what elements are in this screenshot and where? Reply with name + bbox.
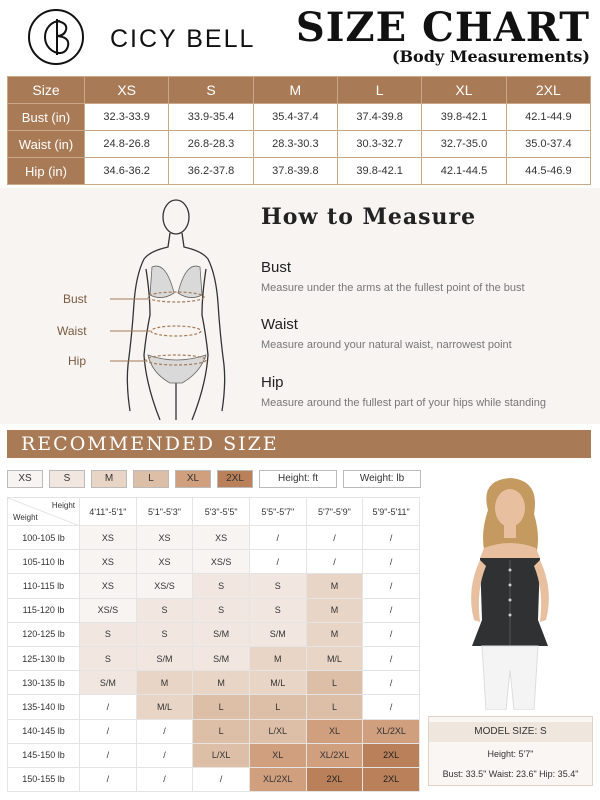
table-cell: 35.4-37.4 [253, 104, 337, 131]
table-cell: 34.6-36.2 [85, 158, 169, 185]
size-cell: 2XL [363, 743, 420, 767]
legend-chip-m: M [91, 470, 127, 488]
table-cell: 32.7-35.0 [422, 131, 506, 158]
table-cell: 37.4-39.8 [337, 104, 421, 131]
size-cell: L/XL [249, 719, 306, 743]
height-header-cell: 4'11"-5'1" [80, 498, 137, 526]
size-cell: M [306, 598, 363, 622]
table-row [8, 719, 420, 743]
size-cell: / [249, 526, 306, 550]
header-cell: L [337, 77, 421, 104]
size-cell: L [306, 671, 363, 695]
size-cell: S [136, 622, 193, 646]
size-cell: S/M [193, 622, 250, 646]
size-cell: XL/2XL [249, 767, 306, 791]
size-cell: S/M [80, 671, 137, 695]
size-cell: / [136, 743, 193, 767]
size-cell: XS [193, 526, 250, 550]
table-row [8, 695, 420, 719]
table-row [8, 574, 420, 598]
figure-label-hip: Hip [68, 354, 87, 368]
size-cell: M/L [306, 646, 363, 670]
header-cell: S [169, 77, 253, 104]
legend-chip-2xl: 2XL [217, 470, 253, 488]
how-to-measure-title: How to Measure [261, 204, 477, 230]
figure-label-bust: Bust [63, 292, 88, 306]
table-cell: 39.8-42.1 [337, 158, 421, 185]
size-cell: S [249, 598, 306, 622]
size-cell: / [363, 671, 420, 695]
size-cell: / [363, 526, 420, 550]
measure-desc-hip: Measure around the fullest part of your hips while standing [261, 397, 546, 409]
size-cell: XS [80, 574, 137, 598]
table-cell: 33.9-35.4 [169, 104, 253, 131]
size-cell: S [80, 622, 137, 646]
size-cell: M/L [136, 695, 193, 719]
size-cell: 2XL [363, 767, 420, 791]
legend-chip-l: L [133, 470, 169, 488]
size-cell: L [306, 695, 363, 719]
size-cell: M [136, 671, 193, 695]
size-cell: XS [80, 526, 137, 550]
page-subtitle: (Body Measurements) [391, 47, 590, 66]
weight-label: 120-125 lb [8, 622, 80, 646]
height-header-cell: 5'1"-5'3" [136, 498, 193, 526]
row-label: Bust (in) [8, 104, 85, 131]
measure-desc-bust: Measure under the arms at the fullest point of the bust [261, 282, 525, 294]
height-header-row [8, 498, 420, 526]
size-cell: / [363, 622, 420, 646]
model-height: Height: 5'7" [487, 749, 534, 759]
size-cell: S/M [249, 622, 306, 646]
size-cell: / [80, 743, 137, 767]
size-cell: / [136, 767, 193, 791]
size-cell: XL/2XL [363, 719, 420, 743]
logo-mark-icon [30, 11, 82, 63]
table-header-row [8, 77, 591, 104]
height-header-cell: 5'5"-5'7" [249, 498, 306, 526]
size-cell: 2XL [306, 767, 363, 791]
table-row [8, 622, 420, 646]
size-cell: XS [80, 550, 137, 574]
size-cell: XL/2XL [306, 743, 363, 767]
table-cell: 26.8-28.3 [169, 131, 253, 158]
legend-weight-unit: Weight: lb [343, 470, 421, 488]
table-row [8, 598, 420, 622]
size-cell: M [249, 646, 306, 670]
table-cell: 28.3-30.3 [253, 131, 337, 158]
height-header-cell: 5'7"-5'9" [306, 498, 363, 526]
table-row [8, 104, 591, 131]
size-cell: M/L [249, 671, 306, 695]
size-cell: / [80, 767, 137, 791]
weight-label: 105-110 lb [8, 550, 80, 574]
row-label: Waist (in) [8, 131, 85, 158]
size-cell: M [193, 671, 250, 695]
weight-label: 100-105 lb [8, 526, 80, 550]
size-cell: L/XL [193, 743, 250, 767]
size-cell: S [193, 598, 250, 622]
table-row [8, 158, 591, 185]
size-cell: S/M [136, 646, 193, 670]
table-row [8, 550, 420, 574]
table-cell: 39.8-42.1 [422, 104, 506, 131]
size-cell: / [363, 695, 420, 719]
measure-desc-waist: Measure around your natural waist, narrowest point [261, 339, 512, 351]
figure-label-waist: Waist [57, 324, 87, 338]
table-cell: 30.3-32.7 [337, 131, 421, 158]
size-cell: XS [136, 550, 193, 574]
legend-chip-xl: XL [175, 470, 211, 488]
recommended-size-table [7, 497, 420, 792]
size-cell: L [193, 719, 250, 743]
header-cell: XL [422, 77, 506, 104]
table-row [8, 743, 420, 767]
size-cell: / [363, 646, 420, 670]
table-row [8, 646, 420, 670]
weight-label: 125-130 lb [8, 646, 80, 670]
size-cell: / [306, 550, 363, 574]
size-cell: / [363, 598, 420, 622]
legend-chip-xs: XS [7, 470, 43, 488]
size-cell: / [363, 574, 420, 598]
weight-label: 140-145 lb [8, 719, 80, 743]
table-cell: 36.2-37.8 [169, 158, 253, 185]
header-cell: M [253, 77, 337, 104]
size-cell: XL [306, 719, 363, 743]
size-cell: S [249, 574, 306, 598]
size-cell: XS/S [136, 574, 193, 598]
size-cell: / [136, 719, 193, 743]
body-measurement-table [7, 76, 591, 185]
size-cell: M [306, 622, 363, 646]
size-cell: XS/S [80, 598, 137, 622]
model-measurements: Bust: 33.5" Waist: 23.6" Hip: 35.4" [442, 769, 579, 779]
weight-label: 145-150 lb [8, 743, 80, 767]
header-cell: Size [8, 77, 85, 104]
measure-head-hip: Hip [261, 374, 284, 391]
size-cell: / [249, 550, 306, 574]
height-header-cell: 5'3"-5'5" [193, 498, 250, 526]
height-header-cell: 5'9"-5'11" [363, 498, 420, 526]
size-cell: XL [249, 743, 306, 767]
weight-label: 110-115 lb [8, 574, 80, 598]
brand-logo [28, 9, 84, 65]
measure-head-bust: Bust [261, 259, 292, 276]
model-size: MODEL SIZE: S [429, 722, 592, 742]
brand-name: CICY BELL [110, 25, 256, 53]
size-cell: / [80, 695, 137, 719]
size-cell: L [193, 695, 250, 719]
model-photo [430, 470, 590, 710]
body-figure-illustration [110, 195, 250, 420]
table-cell: 44.5-46.9 [506, 158, 590, 185]
size-cell: XS [136, 526, 193, 550]
size-cell: S [193, 574, 250, 598]
table-row [8, 131, 591, 158]
legend-height-unit: Height: ft [259, 470, 337, 488]
measure-head-waist: Waist [261, 316, 298, 333]
size-cell: / [193, 767, 250, 791]
size-cell: M [306, 574, 363, 598]
row-label: Hip (in) [8, 158, 85, 185]
corner-height-label: Height [51, 501, 75, 510]
size-cell: S [136, 598, 193, 622]
corner-weight-label: Weight [13, 513, 38, 522]
table-cell: 35.0-37.4 [506, 131, 590, 158]
header-cell: 2XL [506, 77, 590, 104]
weight-label: 130-135 lb [8, 671, 80, 695]
recommended-size-banner [7, 430, 591, 458]
weight-label: 150-155 lb [8, 767, 80, 791]
weight-label: 115-120 lb [8, 598, 80, 622]
weight-label: 135-140 lb [8, 695, 80, 719]
table-row [8, 767, 420, 791]
size-cell: XS/S [193, 550, 250, 574]
size-cell: S [80, 646, 137, 670]
table-cell: 42.1-44.5 [422, 158, 506, 185]
table-row [8, 671, 420, 695]
model-info-box [428, 716, 593, 786]
table-cell: 24.8-26.8 [85, 131, 169, 158]
page-title: SIZE CHART [295, 4, 590, 51]
size-cell: L [249, 695, 306, 719]
table-cell: 42.1-44.9 [506, 104, 590, 131]
size-cell: / [80, 719, 137, 743]
recommended-size-title: RECOMMENDED SIZE [21, 433, 279, 455]
legend-chip-s: S [49, 470, 85, 488]
table-corner [8, 498, 80, 526]
table-row [8, 526, 420, 550]
table-cell: 32.3-33.9 [85, 104, 169, 131]
size-cell: / [306, 526, 363, 550]
size-cell: / [363, 550, 420, 574]
table-cell: 37.8-39.8 [253, 158, 337, 185]
size-cell: S/M [193, 646, 250, 670]
header-cell: XS [85, 77, 169, 104]
